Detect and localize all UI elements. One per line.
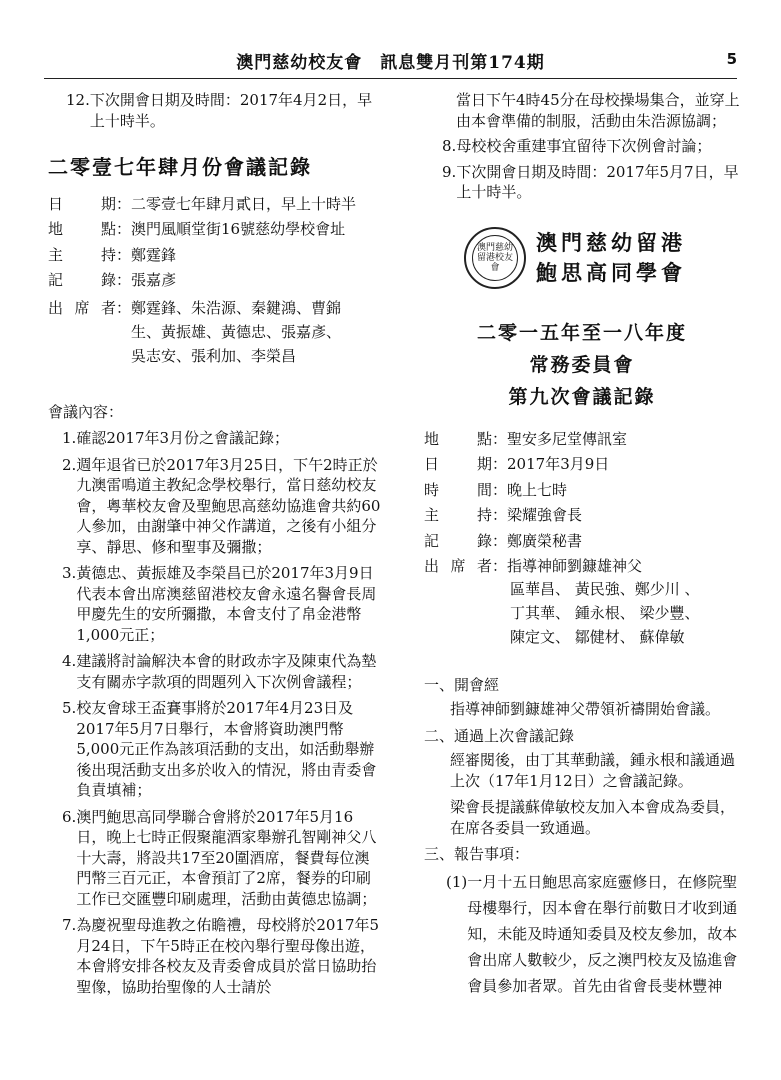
info-value: 二零壹七年肆月貳日，早上十時半 [131, 194, 357, 213]
report-item [424, 869, 740, 999]
right-column [424, 90, 740, 999]
info-label: 地 點 [48, 220, 116, 238]
info-label: 時 間 [424, 480, 492, 499]
minutes-title-line: 二零一五年至一八年度 [476, 321, 687, 344]
list-item [62, 698, 383, 801]
item-text: 下次開會日期及時間：2017年4月2日，早上十時半。 [89, 91, 373, 130]
list-item [62, 428, 383, 449]
attendee-line: 陳定文、 鄒健材、 蘇偉敏 [510, 627, 685, 646]
item-text: 母校校舍重建事宜留待下次例會討論； [456, 137, 712, 155]
header-rule [44, 78, 737, 79]
item-number: 7. [62, 916, 77, 934]
agenda-heading: 三、報告事項： [424, 845, 530, 863]
info-row: 日 期 ： 二零壹七年肆月貳日，早上十時半 [48, 194, 383, 215]
seal-icon [464, 227, 526, 289]
info-row: 時 間 ： 晚上七時 [424, 480, 740, 501]
attendee-list [424, 577, 740, 649]
item-number: 5. [62, 699, 77, 717]
continued-text: 當日下午4時45分在母校操場集合，並穿上由本會準備的制服，活動由朱浩源協調； [456, 91, 740, 130]
info-value: 聖安多尼堂傳訊室 [507, 429, 628, 448]
info-value: 張嘉彥 [131, 271, 177, 289]
info-label: 日 期 [48, 194, 116, 213]
content-label: 會議內容： [48, 402, 124, 421]
info-row: 主 持 ： 梁耀強會長 [424, 505, 740, 526]
agenda-heading: 二、通過上次會議記錄 [424, 726, 575, 745]
item-number: 4. [62, 652, 77, 670]
attendee-line: 丁其華、 鍾永根、 梁少豐、 [510, 603, 700, 622]
seal-text: 澳門慈幼留港校友會 [472, 235, 518, 281]
agenda [424, 675, 740, 999]
newsletter-title: 澳門慈幼校友會 訊息雙月刊第174期 [236, 53, 545, 73]
info-value: 澳門風順堂街16號慈幼學校會址 [131, 220, 346, 238]
list-item [62, 915, 383, 997]
page-number: 5 [726, 50, 737, 68]
item-number: 12. [66, 91, 90, 109]
info-row: 主 持 ： 鄭霆鋒 [48, 245, 383, 266]
info-value: 指導神師劉鏮雄神父 [507, 557, 643, 575]
item-number: (1) [446, 872, 468, 891]
minutes-title [424, 317, 740, 413]
section-title: 二零壹七年肆月份會議記錄 [48, 155, 312, 179]
item-number: 2. [62, 455, 77, 474]
item-text: 建議將討論解決本會的財政赤字及陳東代為墊支有關赤字款項的問題列入下次例會議程； [76, 652, 377, 691]
agenda-paragraph: 經審閱後，由丁其華動議，鍾永根和議通過上次（17年1月12日）之會議記錄。 [450, 751, 736, 790]
info-label: 主 持 [48, 245, 116, 264]
list-item [62, 807, 383, 910]
list-item [62, 563, 383, 645]
list-item [62, 455, 383, 558]
info-row: 出席者 ： 鄭霆鋒、朱浩源、秦鍵鴻、曹錦生、黃振雄、黃德忠、張嘉彥、吳志安、張利加、李榮昌 [48, 296, 383, 368]
agenda-heading: 一、開會經 [424, 675, 500, 694]
info-row: 出席者 ： 指導神師劉鏮雄神父 [424, 556, 740, 577]
info-row: 記 錄 ： 鄭廣榮秘書 [424, 531, 740, 552]
item-text: 澳門鮑思高同學聯合會將於2017年5月16日，晚上七時正假聚龍酒家舉辦孔智剛神父八十大壽，將設共17至20圍酒席，餐費每位澳門幣三百元正，本會預訂了2席，餐券的印刷工作已交匯豐印刷處理，活動由黃德忠協調； [76, 807, 377, 908]
association-name [536, 228, 686, 288]
item-number: 9. [442, 162, 457, 181]
info-value: 鄭霆鋒 [131, 245, 177, 264]
info-value: 鄭廣榮秘書 [507, 531, 583, 550]
association-name-line1: 澳門慈幼留港 [536, 229, 686, 255]
info-label: 出席者 [48, 298, 116, 317]
info-label: 出席者 [424, 557, 492, 575]
info-row: 日 期 ： 2017年3月9日 [424, 454, 740, 475]
info-row: 地 點 ： 澳門風順堂街16號慈幼學校會址 [48, 219, 383, 240]
info-label: 日 期 [424, 455, 492, 473]
info-value: 梁耀強會長 [507, 506, 583, 524]
info-label: 主 持 [424, 506, 492, 524]
minutes-title-line: 第九次會議記錄 [508, 385, 656, 408]
agenda-paragraph: 指導神師劉鏮雄神父帶領祈禱開始會議。 [450, 700, 721, 718]
item-text: 確認2017年3月份之會議記錄； [76, 429, 290, 447]
item-text: 下次開會日期及時間：2017年5月7日，早上十時半。 [456, 162, 739, 201]
item-text: 校友會球王盃賽事將於2017年4月23日及2017年5月7日舉行，本會將資助澳門幣5,000元正作為該項活動的支出，如活動舉辦後出現活動支出多於收入的情況，將由青委會負責填補； [76, 699, 377, 799]
item-text: 一月十五日鮑思高家庭靈修日，在修院聖母樓舉行，因本會在舉行前數日才收到通知，未能及時通知委員及校友參加，故本會出席人數較少，反之澳門校友及協進會會員參加者眾。首先由省會長斐林豐神 [467, 872, 738, 995]
item-text: 週年退省已於2017年3月25日，下午2時正於九澳雷鳴道主教紀念學校舉行，當日慈幼校友會，粵華校友會及聖鮑思高慈幼協進會共約60人參加，由謝肇中神父作講道，之後有小組分享、靜思、修和聖事及彌撒； [76, 455, 381, 556]
meeting-info [424, 429, 740, 649]
item-number: 1. [62, 429, 77, 447]
left-column [48, 90, 383, 997]
info-row: 地 點 ： 聖安多尼堂傳訊室 [424, 429, 740, 450]
item-number: 8. [442, 137, 457, 155]
page-header [0, 0, 781, 78]
list-item [424, 136, 740, 157]
agenda-paragraph: 梁會長提議蘇偉敏校友加入本會成為委員，在席各委員一致通過。 [450, 798, 736, 837]
attendee-line: 區華昌、 黃民強、鄭少川 、 [510, 579, 700, 598]
info-label: 記 錄 [48, 271, 116, 289]
item-text: 為慶祝聖母進教之佑瞻禮，母校將於2017年5月24日，下午5時正在校內舉行聖母像出遊，本會將安排各校友及青委會成員於當日協助抬聖像，協助抬聖像的人士請於 [76, 916, 380, 996]
info-value: 鄭霆鋒、朱浩源、秦鍵鴻、曹錦生、黃振雄、黃德忠、張嘉彥、吳志安、張利加、李榮昌 [131, 298, 342, 365]
info-value: 晚上七時 [507, 480, 568, 499]
association-logo [464, 227, 740, 289]
item-number: 3. [62, 564, 77, 582]
item-text: 黃德忠、黃振雄及李榮昌已於2017年3月9日代表本會出席澳慈留港校友會永遠名譽會長周甲慶先生的安所彌撒，本會支付了帛金港幣1,000元正； [76, 564, 377, 644]
list-item [424, 162, 740, 203]
info-label: 地 點 [424, 429, 492, 448]
item-number: 6. [62, 807, 77, 826]
info-label: 記 錄 [424, 531, 492, 550]
minutes-title-line: 常務委員會 [529, 353, 635, 376]
info-value: 2017年3月9日 [507, 455, 610, 473]
list-item [48, 90, 383, 131]
info-row: 記 錄 ： 張嘉彥 [48, 270, 383, 291]
association-name-line2: 鮑思高同學會 [536, 259, 686, 285]
list-item [62, 651, 383, 692]
